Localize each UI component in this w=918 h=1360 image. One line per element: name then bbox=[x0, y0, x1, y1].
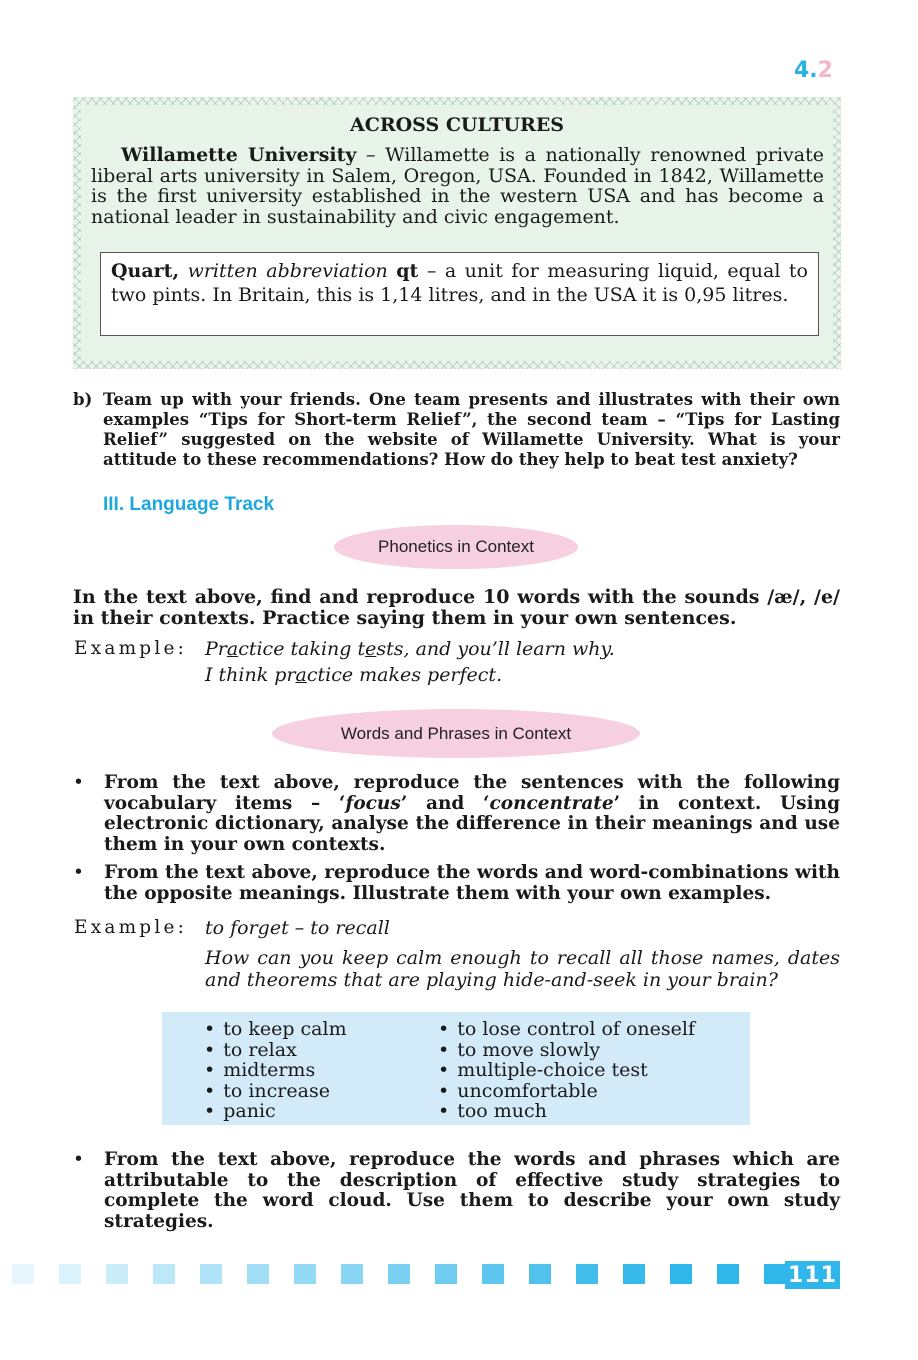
footer-square bbox=[623, 1264, 645, 1284]
task-b bbox=[73, 390, 840, 470]
across-cultures-title: ACROSS CULTURES bbox=[349, 114, 565, 136]
ex1-part: sts, and you’ll learn why. bbox=[376, 638, 615, 660]
vocab-item: • midterms bbox=[204, 1060, 347, 1081]
bullet1-part: From the text above, reproduce the sentences with the following vocabulary items – ‘ bbox=[104, 772, 840, 814]
footer-square bbox=[764, 1264, 786, 1284]
footer-square bbox=[670, 1264, 692, 1284]
bullet1-focus: focus bbox=[345, 792, 401, 814]
vocab-item: • multiple-choice test bbox=[438, 1060, 695, 1081]
bullet-dot: • bbox=[73, 862, 84, 883]
phonetics-example-1 bbox=[205, 638, 615, 660]
footer-square bbox=[247, 1264, 269, 1284]
words-phrases-pill: Words and Phrases in Context bbox=[272, 709, 640, 758]
willamette-term: Willamette University bbox=[121, 144, 357, 166]
footer-square bbox=[388, 1264, 410, 1284]
phonetics-example-label: Example: bbox=[74, 638, 188, 659]
ex2-part: ctice makes perfect. bbox=[306, 664, 503, 686]
footer-square bbox=[482, 1264, 504, 1284]
footer-square bbox=[153, 1264, 175, 1284]
footer-square bbox=[341, 1264, 363, 1284]
bullet1-concentrate: concentrate bbox=[489, 792, 614, 814]
vocabulary-column-1 bbox=[204, 1019, 347, 1122]
vocab-item: • to keep calm bbox=[204, 1019, 347, 1040]
bullet-dot: • bbox=[73, 772, 84, 793]
quart-text: – a unit for measuring liquid, equal to two pints. In Britain, this is 1,14 litres, and in the USA it is 0,95 litres. bbox=[111, 260, 808, 306]
footer-square bbox=[529, 1264, 551, 1284]
phonetics-instruction: In the text above, find and reproduce 10 words with the sounds /æ/, /e/ in their contexts. Practice saying them in your own sentences. bbox=[73, 586, 840, 629]
bullet-dot: • bbox=[73, 1149, 84, 1170]
words-bullet-2 bbox=[73, 863, 840, 904]
unit-number bbox=[794, 58, 833, 83]
quart-definition-box bbox=[100, 252, 819, 336]
bullet1-part: ’ in context. Using electronic dictionary, analyse the difference in their meanings and use them in your own contexts. bbox=[104, 792, 840, 855]
words-example-sentence: How can you keep calm enough to recall all those names, dates and theorems that are playing hide-and-seek in your brain? bbox=[205, 947, 840, 991]
vocab-item: • too much bbox=[438, 1101, 695, 1122]
vocab-item: • to increase bbox=[204, 1081, 347, 1102]
quart-abbr: qt bbox=[396, 260, 419, 282]
section-heading: III. Language Track bbox=[103, 494, 275, 515]
words-bullet-2-text: From the text above, reproduce the words and word-combinations with the opposite meanings. Illustrate them with your own examples. bbox=[104, 862, 840, 904]
words-bullet-1-text bbox=[104, 773, 840, 855]
ex1-part: Pr bbox=[205, 638, 227, 660]
words-bullet-1 bbox=[73, 773, 840, 855]
words-example-pair: to forget – to recall bbox=[205, 917, 390, 939]
quart-term: Quart, bbox=[111, 260, 180, 282]
vocab-item: • to lose control of oneself bbox=[438, 1019, 695, 1040]
footer-decoration bbox=[0, 1264, 780, 1286]
vocabulary-column-2 bbox=[438, 1019, 695, 1122]
footer-square bbox=[12, 1264, 34, 1284]
vocab-item: • uncomfortable bbox=[438, 1081, 695, 1102]
quart-note: written abbreviation bbox=[179, 260, 397, 282]
bullet1-part: ’ and ‘ bbox=[400, 792, 490, 814]
vocab-item: • to relax bbox=[204, 1040, 347, 1061]
ex1-underlined-sound: e bbox=[365, 638, 377, 660]
vocabulary-box bbox=[162, 1012, 750, 1125]
footer-square bbox=[435, 1264, 457, 1284]
ex1-underlined-sound: a bbox=[226, 638, 239, 660]
vocab-item: • panic bbox=[204, 1101, 347, 1122]
footer-square bbox=[717, 1264, 739, 1284]
task-b-text: Team up with your friends. One team presents and illustrates with their own examples “Tips for Short-term Relief”, the second team – “Tips for Lasting Relief” suggested on the website of Willamette University. What is your attitude to these recommendations? How do they help to beat test anxiety? bbox=[103, 390, 840, 469]
ex2-underlined-sound: a bbox=[295, 664, 307, 686]
task-b-marker: b) bbox=[73, 390, 93, 409]
footer-square bbox=[59, 1264, 81, 1284]
willamette-paragraph bbox=[91, 145, 824, 227]
phonetics-example-2 bbox=[205, 664, 502, 686]
unit-sub: 2 bbox=[817, 58, 833, 83]
footer-square bbox=[200, 1264, 222, 1284]
words-bullet-3-text: From the text above, reproduce the words and phrases which are attributable to the description of effective study strategies to complete the word cloud. Use them to describe your own study strategies. bbox=[104, 1149, 840, 1232]
ex2-part: I think pr bbox=[205, 664, 296, 686]
footer-square bbox=[576, 1264, 598, 1284]
page-number: 111 bbox=[785, 1261, 840, 1289]
vocab-item: • to move slowly bbox=[438, 1040, 695, 1061]
willamette-definition: – Willamette is a nationally renowned private liberal arts university in Salem, Oregon, USA. Founded in 1842, Willamette is the first university established in the western USA and has become a national leader in sustainability and civic engagement. bbox=[91, 144, 824, 228]
footer-square bbox=[106, 1264, 128, 1284]
words-example-label: Example: bbox=[74, 917, 188, 938]
across-cultures-box bbox=[73, 97, 841, 369]
phonetics-pill: Phonetics in Context bbox=[334, 525, 578, 569]
words-bullet-3 bbox=[73, 1150, 840, 1232]
unit-main: 4. bbox=[794, 58, 818, 83]
footer-square bbox=[294, 1264, 316, 1284]
ex1-part: ctice taking t bbox=[238, 638, 366, 660]
